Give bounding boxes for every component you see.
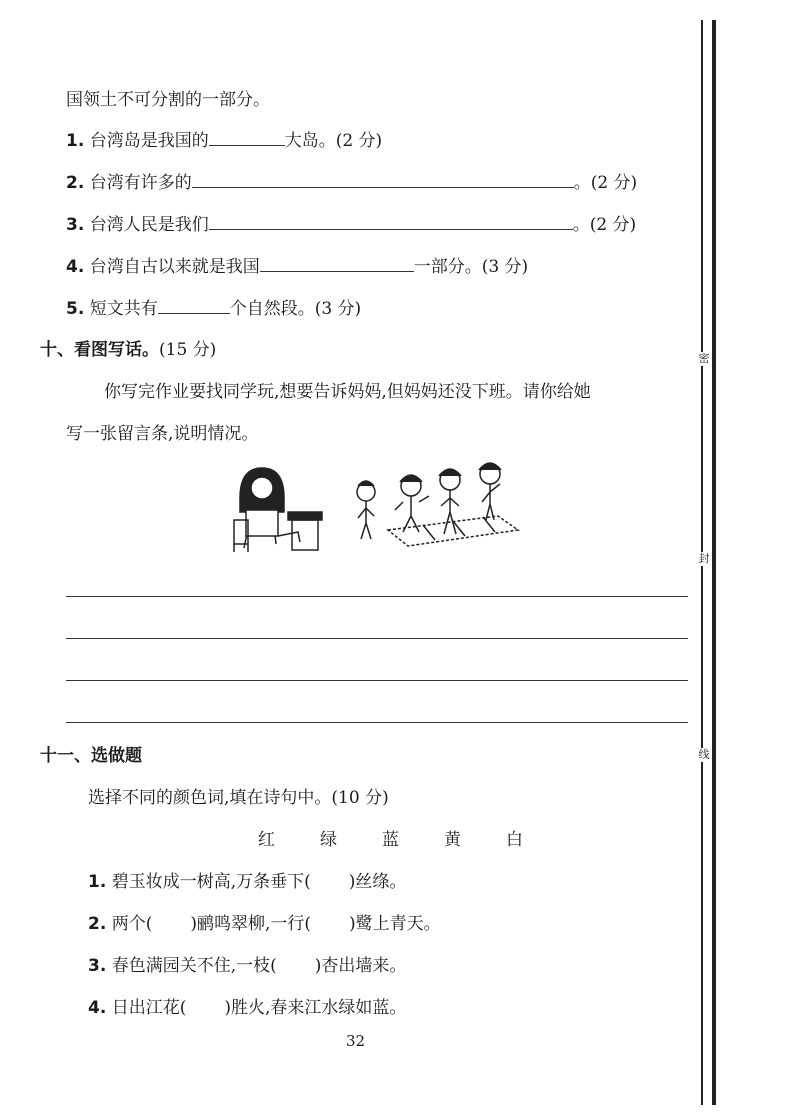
writing-line-1[interactable] xyxy=(66,596,688,597)
question-4 xyxy=(66,254,528,279)
question-score: (2 分) xyxy=(589,215,637,235)
writing-line-3[interactable] xyxy=(66,680,688,681)
question-text: 短文共有 xyxy=(89,299,158,319)
section-score: (10 分) xyxy=(331,788,389,808)
section-11-instruction xyxy=(88,786,389,810)
children-playing-figure xyxy=(357,463,518,546)
question-number: 1. xyxy=(66,131,85,151)
question-number: 5. xyxy=(66,299,85,319)
section-title: 十一、选做题 xyxy=(40,746,142,766)
section-11-heading xyxy=(40,744,142,768)
question-number: 2. xyxy=(66,173,85,193)
binding-line-outer xyxy=(712,20,716,1105)
section-title: 十、看图写话。 xyxy=(40,340,159,360)
question-number: 2. xyxy=(88,914,107,934)
poem-1 xyxy=(88,870,406,894)
question-score: (3 分) xyxy=(481,257,529,277)
page-number: 32 xyxy=(346,1032,366,1050)
question-text: 一部分。 xyxy=(413,257,482,277)
question-5 xyxy=(66,296,361,321)
color-word: 蓝 xyxy=(382,830,399,850)
question-text: 台湾自古以来就是我国 xyxy=(89,257,260,277)
poem-3 xyxy=(88,954,406,978)
poem-text: 春色满园关不住,一枝( xyxy=(111,956,277,976)
color-word: 白 xyxy=(506,830,523,850)
color-word: 黄 xyxy=(444,830,461,850)
section-score: (15 分) xyxy=(159,340,217,360)
question-number: 4. xyxy=(88,998,107,1018)
poem-text: )鹂鸣翠柳,一行( xyxy=(190,914,312,934)
illustration xyxy=(228,458,528,554)
mother-at-desk-figure xyxy=(234,468,322,552)
question-text: 。 xyxy=(572,215,590,235)
answer-blank[interactable] xyxy=(209,128,285,146)
question-1 xyxy=(66,128,382,153)
color-word: 绿 xyxy=(320,830,337,850)
answer-blank[interactable] xyxy=(192,170,574,188)
question-text: 台湾岛是我国的 xyxy=(89,131,209,151)
question-text: 个自然段。 xyxy=(229,299,315,319)
question-number: 4. xyxy=(66,257,85,277)
question-score: (2 分) xyxy=(590,173,638,193)
poem-text: )胜火,春来江水绿如蓝。 xyxy=(224,998,407,1018)
question-number: 3. xyxy=(88,956,107,976)
section-10-prompt-line-2: 写一张留言条,说明情况。 xyxy=(66,424,259,444)
poem-text: )鹭上青天。 xyxy=(349,914,441,934)
poem-text: 碧玉妆成一树高,万条垂下( xyxy=(111,872,311,892)
answer-blank[interactable] xyxy=(209,212,573,230)
question-2 xyxy=(66,170,637,195)
instruction-text: 选择不同的颜色词,填在诗句中。 xyxy=(88,788,332,808)
poem-text: )丝绦。 xyxy=(348,872,407,892)
question-score: (3 分) xyxy=(314,299,362,319)
poem-text: 两个( xyxy=(111,914,153,934)
question-text: 。 xyxy=(573,173,591,193)
question-text: 台湾人民是我们 xyxy=(89,215,209,235)
question-text: 大岛。 xyxy=(284,131,336,151)
seal-char-xian: 线 xyxy=(696,748,712,762)
question-text: 台湾有许多的 xyxy=(89,173,192,193)
passage-tail: 国领土不可分割的一部分。 xyxy=(66,90,270,110)
poem-4 xyxy=(88,996,406,1020)
section-10-prompt-line-1: 你写完作业要找同学玩,想要告诉妈妈,但妈妈还没下班。请你给她 xyxy=(104,382,591,402)
question-number: 3. xyxy=(66,215,85,235)
poem-2 xyxy=(88,912,441,936)
poem-text: 日出江花( xyxy=(111,998,187,1018)
writing-line-4[interactable] xyxy=(66,722,688,723)
color-word: 红 xyxy=(258,830,275,850)
question-score: (2 分) xyxy=(335,131,383,151)
answer-blank[interactable] xyxy=(158,296,230,314)
section-10-heading xyxy=(40,338,216,362)
poem-text: )杏出墙来。 xyxy=(314,956,407,976)
question-3 xyxy=(66,212,636,237)
seal-char-feng: 封 xyxy=(696,552,712,566)
color-word-bank xyxy=(258,828,523,852)
answer-blank[interactable] xyxy=(260,254,414,272)
seal-char-mi: 密 xyxy=(696,352,712,366)
question-number: 1. xyxy=(88,872,107,892)
writing-line-2[interactable] xyxy=(66,638,688,639)
